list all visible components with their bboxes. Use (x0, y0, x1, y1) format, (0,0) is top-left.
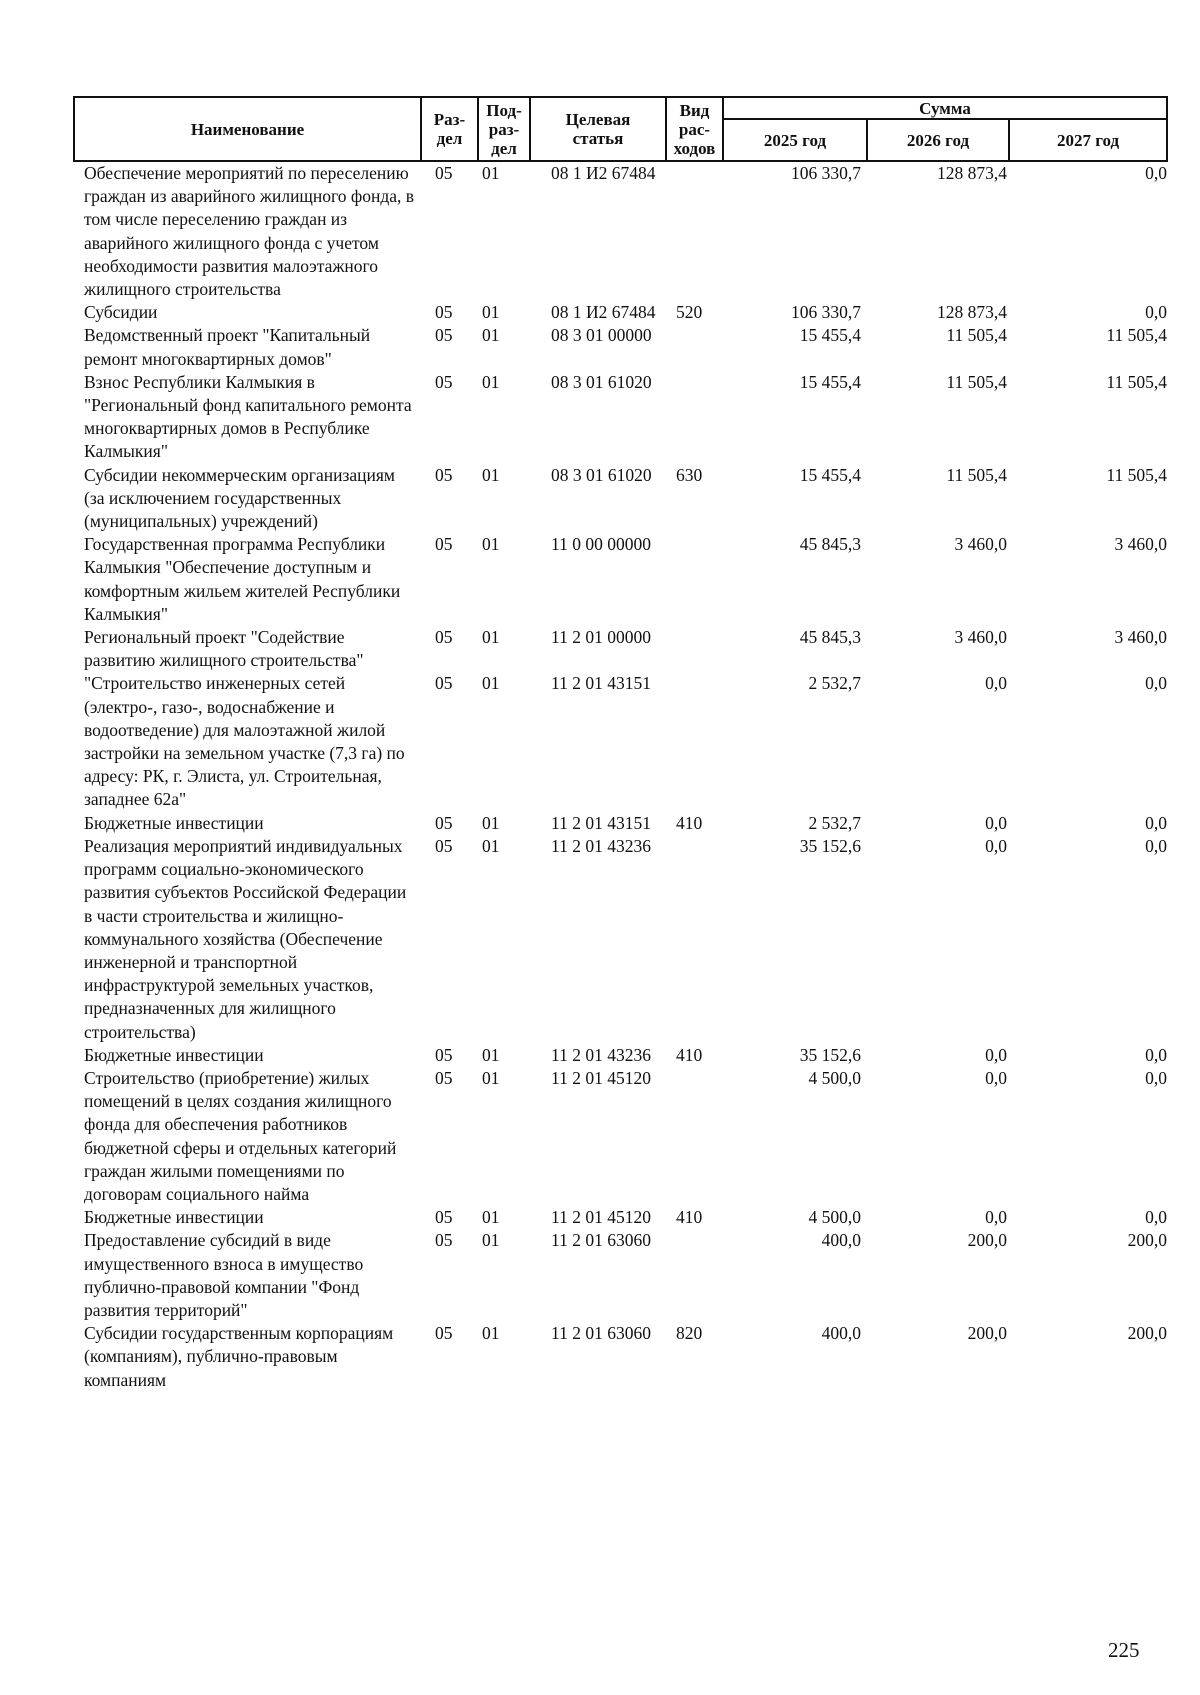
row-amount-2027: 200,0 (1127, 1323, 1168, 1344)
row-amount-2025: 4 500,0 (808, 1207, 861, 1228)
row-razdel: 05 (435, 163, 453, 183)
row-amount-2025: 106 330,7 (791, 302, 861, 323)
row-podrazdel: 01 (482, 627, 500, 648)
row-amount-2026: 128 873,4 (937, 302, 1007, 323)
row-statya: 11 0 00 00000 (551, 534, 651, 555)
row-razdel: 05 (435, 1207, 453, 1228)
row-amount-2025: 400,0 (821, 1323, 861, 1344)
row-name: Реализация мероприятий индивидуальных программ социально-экономического развития субъектов Российской Федерации в части строительства и жилищно-коммунального хозяйства (Обеспечение инженерной и транспортной инфраструктурой земельных участков, предназначенных для жилищного строительства) (84, 835, 407, 1042)
row-amount-2027: 11 505,4 (1106, 464, 1168, 485)
row-name: Субсидии (84, 302, 158, 323)
row-statya: 08 3 01 61020 (551, 464, 652, 485)
row-vid: 410 (676, 812, 703, 833)
row-amount-2025: 400,0 (821, 1230, 861, 1251)
row-amount-2026: 3 460,0 (954, 534, 1007, 555)
row-amount-2027: 0,0 (1145, 163, 1168, 183)
row-vid (666, 324, 723, 370)
row-amount-2026: 0,0 (985, 1044, 1007, 1065)
row-podrazdel: 01 (482, 1323, 500, 1344)
budget-table (73, 96, 1168, 1392)
row-name: Региональный проект "Содействие развитию жилищного строительства" (84, 627, 364, 671)
row-statya: 11 2 01 63060 (551, 1323, 651, 1344)
row-statya: 08 3 01 61020 (551, 371, 652, 392)
row-name: Бюджетные инвестиции (84, 812, 264, 833)
row-podrazdel: 01 (482, 371, 500, 392)
row-vid (666, 626, 723, 672)
row-razdel: 05 (435, 1323, 453, 1344)
row-razdel: 05 (435, 835, 453, 856)
row-podrazdel: 01 (482, 1044, 500, 1065)
row-razdel: 05 (435, 627, 453, 648)
row-amount-2025: 15 455,4 (799, 464, 861, 485)
row-vid (666, 1067, 723, 1206)
row-amount-2026: 11 505,4 (946, 464, 1007, 485)
row-statya: 11 2 01 43151 (551, 673, 651, 694)
row-amount-2025: 45 845,3 (799, 534, 861, 555)
row-podrazdel: 01 (482, 534, 500, 555)
table-row (74, 1044, 1167, 1067)
row-statya: 11 2 01 45120 (551, 1207, 651, 1228)
row-amount-2027: 11 505,4 (1106, 371, 1168, 392)
row-statya: 08 3 01 00000 (551, 325, 652, 346)
row-vid: 820 (676, 1323, 703, 1344)
row-amount-2025: 45 845,3 (799, 627, 861, 648)
row-vid (666, 1229, 723, 1322)
header-summa: Сумма (723, 97, 1167, 119)
table-row (74, 835, 1167, 1044)
table-header (74, 97, 1167, 161)
row-amount-2026: 128 873,4 (937, 163, 1007, 183)
row-amount-2026: 0,0 (985, 812, 1007, 833)
row-amount-2027: 0,0 (1145, 302, 1168, 323)
table-row (74, 161, 1167, 301)
row-podrazdel: 01 (482, 325, 500, 346)
row-amount-2025: 15 455,4 (799, 371, 861, 392)
row-name: Ведомственный проект "Капитальный ремонт многоквартирных домов" (84, 325, 371, 369)
row-vid (666, 835, 723, 1044)
row-amount-2025: 4 500,0 (808, 1067, 861, 1088)
row-amount-2027: 0,0 (1145, 1067, 1168, 1088)
row-amount-2025: 106 330,7 (791, 163, 861, 183)
row-amount-2027: 0,0 (1145, 812, 1168, 833)
row-name: Предоставление субсидий в виде имущественного взноса в имущество публично-правовой компании "Фонд развития территорий" (84, 1230, 364, 1320)
row-vid: 410 (676, 1207, 703, 1228)
row-podrazdel: 01 (482, 835, 500, 856)
row-amount-2026: 0,0 (985, 1067, 1007, 1088)
row-razdel: 05 (435, 1044, 453, 1065)
row-razdel: 05 (435, 534, 453, 555)
row-podrazdel: 01 (482, 163, 500, 183)
table-body (74, 161, 1167, 1392)
row-amount-2027: 0,0 (1145, 1207, 1168, 1228)
row-amount-2027: 11 505,4 (1106, 325, 1168, 346)
header-razdel: Раз- дел (421, 97, 478, 161)
row-name: Строительство (приобретение) жилых помещений в целях создания жилищного фонда для обеспечения работников бюджетной сферы и отдельных категорий граждан жилыми помещениями по договорам социального найма (84, 1067, 397, 1204)
row-vid (666, 672, 723, 811)
row-statya: 11 2 01 00000 (551, 627, 651, 648)
row-statya: 08 1 И2 67484 (551, 163, 656, 183)
row-amount-2026: 3 460,0 (954, 627, 1007, 648)
row-podrazdel: 01 (482, 1230, 500, 1251)
header-podrazdel: Под- раз- дел (478, 97, 530, 161)
row-name: Государственная программа Республики Калмыкия "Обеспечение доступным и комфортным жильем жителей Республики Калмыкия" (84, 534, 401, 624)
row-vid: 630 (676, 464, 703, 485)
header-year-2025: 2025 год (723, 119, 867, 161)
row-amount-2026: 11 505,4 (946, 371, 1007, 392)
row-name: Бюджетные инвестиции (84, 1044, 264, 1065)
row-name: "Строительство инженерных сетей (электро-, газо-, водоснабжение и водоотведение) для малоэтажной жилой застройки на земельном участке (7,3 га) по адресу: РК, г. Элиста, ул. Строительная, западнее 62а" (84, 673, 405, 810)
table-row (74, 672, 1167, 811)
table-row (74, 301, 1167, 324)
row-podrazdel: 01 (482, 1207, 500, 1228)
row-amount-2026: 11 505,4 (946, 325, 1007, 346)
table-row (74, 1229, 1167, 1322)
row-vid (666, 371, 723, 464)
row-vid (666, 533, 723, 626)
row-razdel: 05 (435, 302, 453, 323)
row-razdel: 05 (435, 1230, 453, 1251)
row-razdel: 05 (435, 464, 453, 485)
row-amount-2025: 2 532,7 (808, 673, 861, 694)
row-name: Обеспечение мероприятий по переселению граждан из аварийного жилищного фонда, в том числе переселению граждан из аварийного жилищного фонда с учетом необходимости развития малоэтажного жилищного строительства (84, 163, 415, 300)
table-row (74, 812, 1167, 835)
table-row (74, 1322, 1167, 1392)
row-statya: 08 1 И2 67484 (551, 302, 656, 323)
table-row (74, 626, 1167, 672)
row-vid (666, 161, 723, 301)
table-row (74, 464, 1167, 534)
table-row (74, 1206, 1167, 1229)
header-statya: Целевая статья (530, 97, 666, 161)
row-podrazdel: 01 (482, 673, 500, 694)
row-amount-2026: 0,0 (985, 1207, 1007, 1228)
row-statya: 11 2 01 43236 (551, 835, 651, 856)
row-name: Субсидии некоммерческим организациям (за исключением государственных (муниципальных) учреждений) (84, 464, 395, 532)
row-razdel: 05 (435, 1067, 453, 1088)
row-vid: 520 (676, 302, 703, 323)
header-vid: Вид рас- ходов (666, 97, 723, 161)
row-razdel: 05 (435, 812, 453, 833)
row-statya: 11 2 01 43236 (551, 1044, 651, 1065)
row-name: Бюджетные инвестиции (84, 1207, 264, 1228)
row-statya: 11 2 01 45120 (551, 1067, 651, 1088)
row-statya: 11 2 01 43151 (551, 812, 651, 833)
row-amount-2025: 35 152,6 (799, 835, 861, 856)
table-row (74, 533, 1167, 626)
row-amount-2026: 200,0 (967, 1230, 1007, 1251)
row-amount-2025: 35 152,6 (799, 1044, 861, 1065)
row-amount-2027: 3 460,0 (1114, 627, 1168, 648)
row-podrazdel: 01 (482, 1067, 500, 1088)
table-row (74, 324, 1167, 370)
row-amount-2026: 0,0 (985, 835, 1007, 856)
row-amount-2025: 15 455,4 (799, 325, 861, 346)
budget-page (73, 96, 1166, 1392)
row-amount-2025: 2 532,7 (808, 812, 861, 833)
row-amount-2026: 200,0 (967, 1323, 1007, 1344)
row-razdel: 05 (435, 325, 453, 346)
row-amount-2027: 0,0 (1145, 1044, 1168, 1065)
page-number: 225 (1108, 1638, 1140, 1662)
row-amount-2027: 0,0 (1145, 673, 1168, 694)
row-podrazdel: 01 (482, 464, 500, 485)
row-name: Взнос Республики Калмыкия в "Региональный фонд капитального ремонта многоквартирных домов в Республике Калмыкия" (84, 371, 412, 462)
row-amount-2027: 3 460,0 (1114, 534, 1168, 555)
row-amount-2026: 0,0 (985, 673, 1007, 694)
row-razdel: 05 (435, 371, 453, 392)
row-statya: 11 2 01 63060 (551, 1230, 651, 1251)
header-year-2027: 2027 год (1009, 119, 1167, 161)
row-vid: 410 (676, 1044, 703, 1065)
table-row (74, 371, 1167, 464)
row-podrazdel: 01 (482, 302, 500, 323)
table-row (74, 1067, 1167, 1206)
header-name: Наименование (74, 97, 421, 161)
row-amount-2027: 200,0 (1127, 1230, 1168, 1251)
row-razdel: 05 (435, 673, 453, 694)
row-amount-2027: 0,0 (1145, 835, 1168, 856)
row-podrazdel: 01 (482, 812, 500, 833)
row-name: Субсидии государственным корпорациям (компаниям), публично-правовым компаниям (84, 1323, 394, 1390)
header-year-2026: 2026 год (867, 119, 1009, 161)
